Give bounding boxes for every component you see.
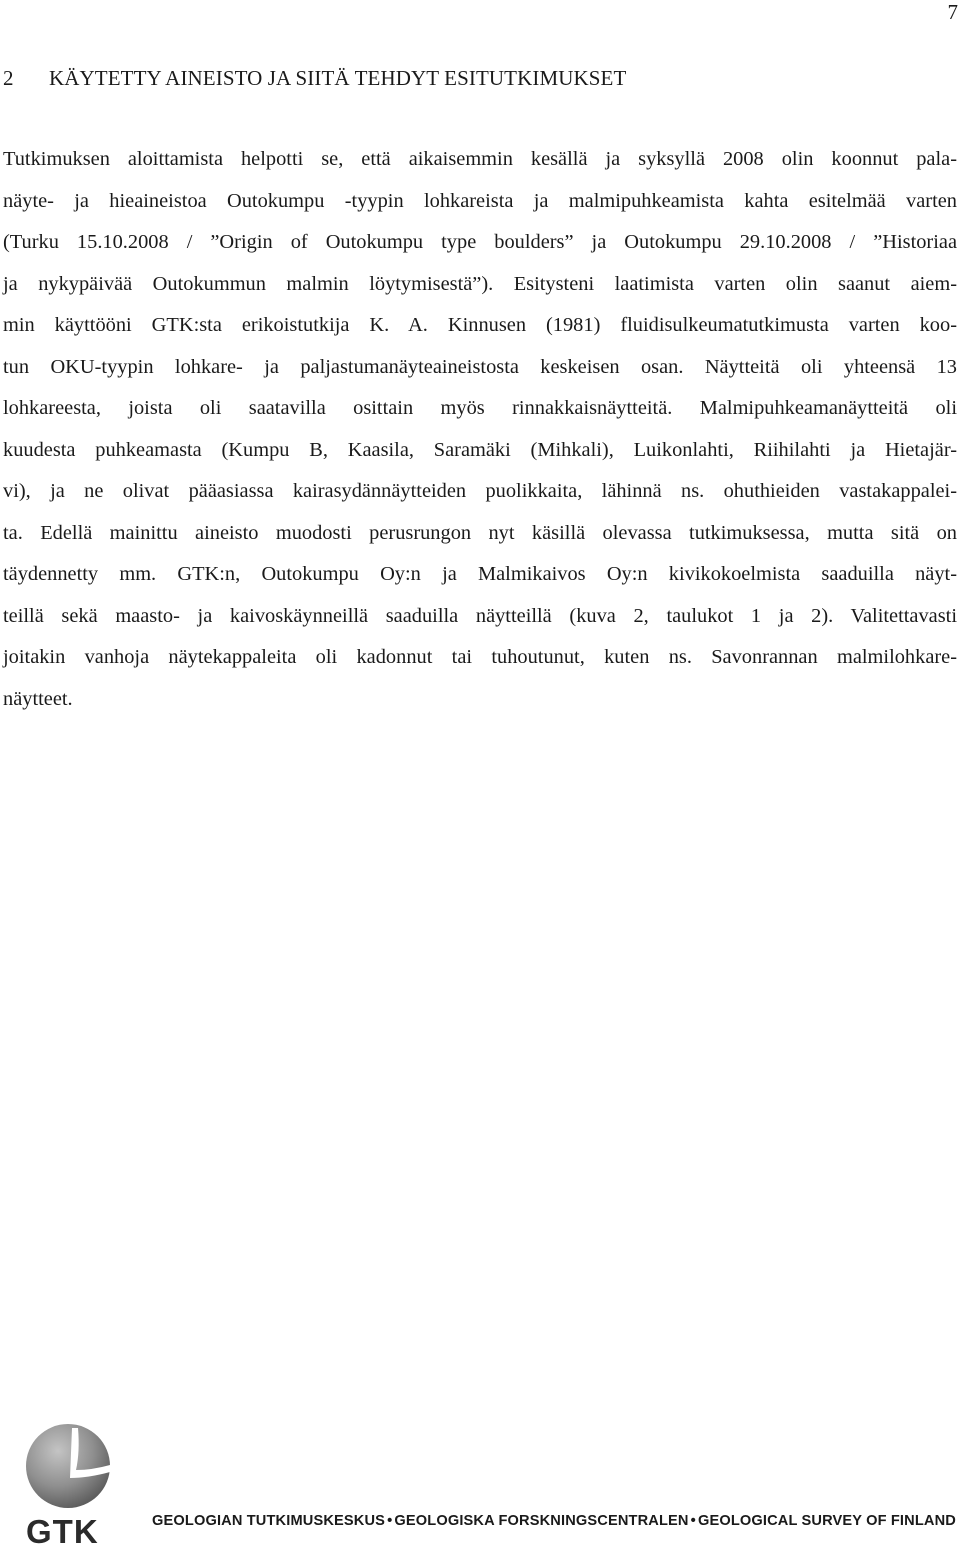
paragraph-line: lohkareesta, joista oli saatavilla osittain myös rinnakkaisnäytteitä. Malmipuhkeamanäytteitä oli bbox=[3, 397, 957, 419]
section-heading bbox=[3, 64, 956, 92]
page-number: 7 bbox=[947, 0, 958, 24]
institution-names bbox=[152, 1512, 956, 1530]
gtk-logo bbox=[22, 1418, 142, 1546]
paragraph-line: Tutkimuksen aloittamista helpotti se, että aikaisemmin kesällä ja syksyllä 2008 olin koonnut pala- bbox=[3, 148, 957, 170]
paragraph-line: näyte- ja hieaineistoa Outokumpu -tyypin lohkareista ja malmipuhkeamista kahta esitelmää varten bbox=[3, 189, 957, 212]
paragraph-line: näytteet. bbox=[3, 687, 73, 710]
paragraph-line: vi), ja ne olivat pääasiassa kairasydännäytteiden puolikkaita, lähinnä ns. ohuthieiden vastakappalei- bbox=[3, 480, 957, 502]
paragraph-line: täydennetty mm. GTK:n, Outokumpu Oy:n ja Malmikaivos Oy:n kivikokoelmista saaduilla näyt- bbox=[3, 563, 957, 585]
paragraph-line: min käyttööni GTK:sta erikoistutkija K. A. Kinnusen (1981) fluidisulkeumatutkimusta varten koo- bbox=[3, 314, 957, 336]
paragraph-line: ja nykypäivää Outokummun malmin löytymisestä”). Esitysteni laatimista varten olin saanut aiem- bbox=[3, 272, 957, 295]
institution-name-sv: GEOLOGISKA FORSKNINGSCENTRALEN bbox=[394, 1513, 689, 1529]
section-number: 2 bbox=[3, 66, 14, 90]
paragraph-line: joitakin vanhoja näytekappaleita oli kadonnut tai tuhoutunut, kuten ns. Savonrannan malmilohkare- bbox=[3, 646, 957, 668]
logo-globe-icon bbox=[26, 1424, 110, 1508]
page-footer bbox=[0, 1415, 960, 1547]
footer-separator: • bbox=[387, 1513, 393, 1529]
footer-separator: • bbox=[690, 1513, 696, 1529]
logo-text: GTK bbox=[26, 1513, 99, 1546]
institution-name-en: GEOLOGICAL SURVEY OF FINLAND bbox=[697, 1513, 956, 1529]
paragraph-line: teillä sekä maasto- ja kaivoskäynneillä saaduilla näytteillä (kuva 2, taulukot 1 ja 2). Valitettavasti bbox=[3, 604, 957, 627]
paragraph-line: tun OKU-tyypin lohkare- ja paljastumanäyteaineistosta keskeisen osan. Näytteitä oli yhteensä 13 bbox=[3, 355, 957, 378]
paragraph-line: kuudesta puhkeamasta (Kumpu B, Kaasila, Saramäki (Mihkali), Luikonlahti, Riihilahti ja Hietajär- bbox=[3, 438, 957, 461]
institution-name-fi: GEOLOGIAN TUTKIMUSKESKUS bbox=[152, 1513, 386, 1529]
paragraph-line: ta. Edellä mainittu aineisto muodosti perusrungon nyt käsillä olevassa tutkimuksessa, mutta sitä on bbox=[3, 521, 957, 544]
section-title: KÄYTETTY AINEISTO JA SIITÄ TEHDYT ESITUTKIMUKSET bbox=[49, 66, 627, 90]
paragraph-line: (Turku 15.10.2008 / ”Origin of Outokumpu type boulders” ja Outokumpu 29.10.2008 / ”Historiaa bbox=[3, 231, 957, 253]
body-paragraph bbox=[3, 139, 957, 720]
